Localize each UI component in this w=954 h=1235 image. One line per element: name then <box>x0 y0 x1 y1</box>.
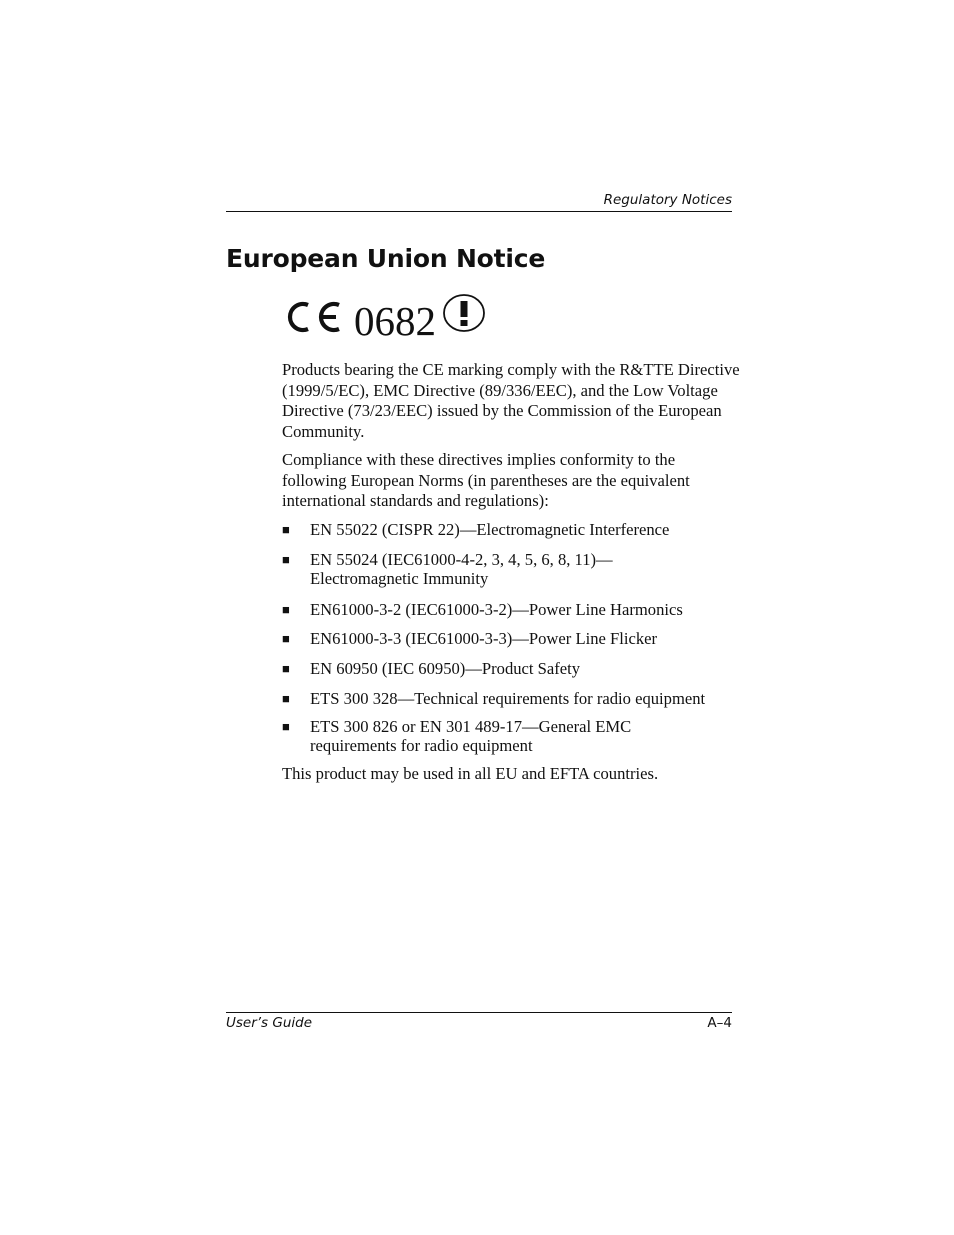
norm-text: EN61000-3-2 (IEC61000-3-2)—Power Line Harmonics <box>310 600 683 619</box>
list-item <box>282 520 742 539</box>
norm-text: EN61000-3-3 (IEC61000-3-3)—Power Line Flicker <box>310 629 658 648</box>
list-item <box>282 659 742 678</box>
intro-paragraph: Products bearing the CE marking comply with the R&TTE Directive (1999/5/EC), EMC Directive (89/336/EEC), and the Low Voltage Directive (73/23/EEC) issued by the Commission of the European Community. <box>282 360 740 441</box>
norm-text: EN 55022 (CISPR 22)—Electromagnetic Interference <box>310 520 670 539</box>
norm-text: EN 55024 (IEC61000-4-2, 3, 4, 5, 6, 8, 11)— Electromagnetic Immunity <box>310 550 613 588</box>
footer-guide-title: User’s Guide <box>226 1015 313 1031</box>
bullet-icon: ■ <box>282 522 290 537</box>
bullet-icon: ■ <box>282 602 290 617</box>
bullet-icon: ■ <box>282 552 290 567</box>
norm-text: ETS 300 328—Technical requirements for radio equipment <box>310 689 706 708</box>
bullet-icon: ■ <box>282 691 290 706</box>
ce-mark-icon <box>284 292 344 342</box>
bullet-icon: ■ <box>282 719 290 734</box>
list-item <box>282 717 742 755</box>
norm-text: ETS 300 826 or EN 301 489-17—General EMC requirements for radio equipment <box>310 717 632 755</box>
ce-mark-logo <box>284 292 344 342</box>
alert-circle-icon <box>441 292 487 343</box>
running-header: Regulatory Notices <box>603 192 732 208</box>
list-item <box>282 689 742 708</box>
bullet-icon: ■ <box>282 661 290 676</box>
norm-text: EN 60950 (IEC 60950)—Product Safety <box>310 659 581 678</box>
list-item <box>282 550 742 588</box>
bullet-icon: ■ <box>282 631 290 646</box>
compliance-paragraph: Compliance with these directives implies conformity to the following European Norms (in parentheses are the equivalent international standards and regulations): <box>282 450 690 510</box>
header-rule <box>226 211 732 212</box>
closing-paragraph: This product may be used in all EU and EFTA countries. <box>282 764 659 783</box>
page-title: European Union Notice <box>226 244 546 273</box>
page-number: A–4 <box>707 1015 732 1031</box>
list-item <box>282 600 742 619</box>
notified-body-number: 0682 <box>354 298 436 344</box>
list-item <box>282 629 742 648</box>
